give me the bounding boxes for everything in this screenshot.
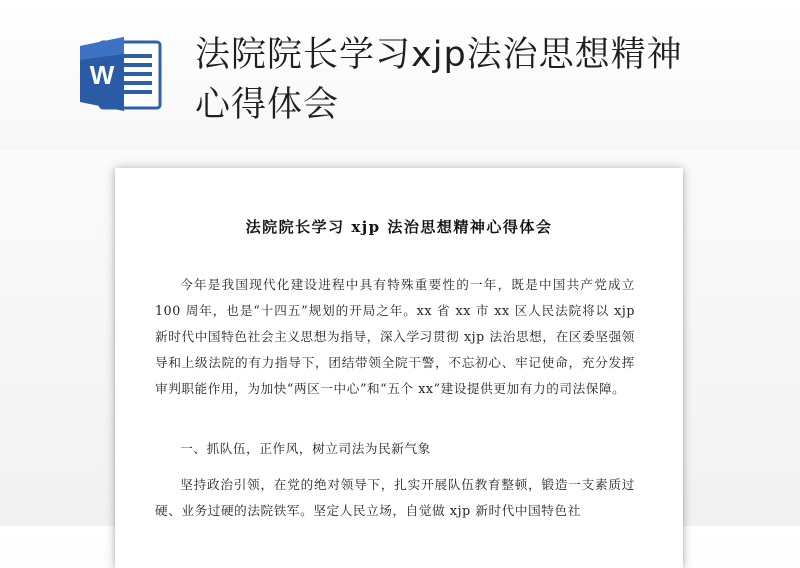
paragraph-1: 今年是我国现代化建设进程中具有特殊重要性的一年，既是中国共产党成立 100 周年，也是“十四五”规划的开局之年。xx 省 xx 市 xx 区人民法院将以 xjp 新时代中国特色社会主义思想为指导，深入学习贯彻 xjp 法治思想，在区委坚强领导和上级法院的有力指导下，团结带领全院干警，不忘初心、牢记使命，充分发挥审判职能作用，为加快“两区一中心”和“五个 xx”建设提供更加有力的司法保障。 (155, 277, 635, 396)
document-page (115, 168, 683, 568)
section-heading-1: 一、抓队伍，正作风，树立司法为民新气象 (180, 441, 431, 456)
paragraph-2: 坚持政治引领，在党的绝对领导下，扎实开展队伍教育整顿，锻造一支素质过硬、业务过硬的法院铁军。坚定人民立场，自觉做 xjp 新时代中国特色社 (155, 477, 635, 518)
word-document-icon (78, 34, 164, 114)
svg-text:W: W (89, 60, 115, 90)
document-title: 法院院长学习 xjp 法治思想精神心得体会 (245, 218, 553, 236)
page-title: 法院院长学习xjp法治思想精神心得体会 (195, 35, 683, 125)
